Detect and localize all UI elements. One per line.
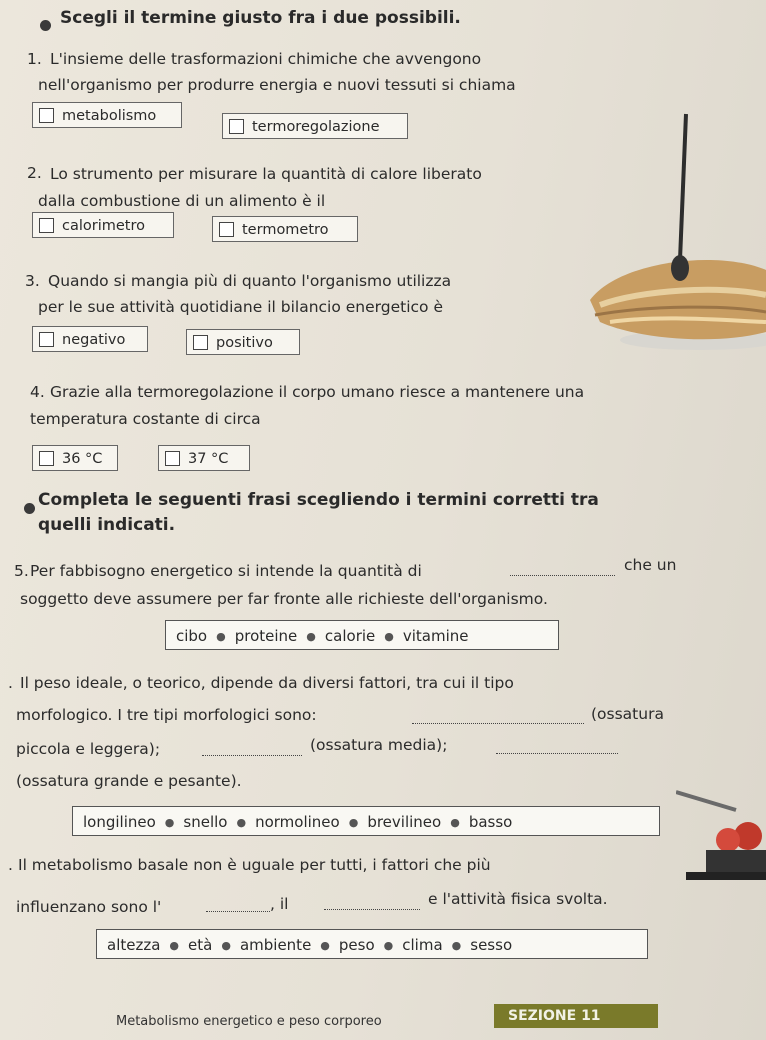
checkbox[interactable] (193, 335, 208, 350)
q3-option-a-label: negativo (62, 332, 126, 348)
q2-number: 2. (27, 164, 42, 182)
q7-number: . (8, 856, 13, 874)
q2-option-b-label: termometro (242, 222, 329, 238)
q4-option-b[interactable] (158, 445, 250, 471)
q3-line1: Quando si mangia più di quanto l'organismo utilizza (48, 272, 452, 290)
q6-blank-2[interactable] (202, 742, 302, 756)
q6-blank-1[interactable] (412, 710, 584, 724)
q1-number: 1. (27, 50, 42, 68)
word-option: clima (402, 936, 443, 954)
q7-word-bank (96, 929, 648, 959)
q5-number: 5. (14, 562, 29, 580)
word-option: peso (338, 936, 375, 954)
exercise-2-title-line2: quelli indicati. (38, 515, 176, 535)
word-option: vitamine (402, 627, 469, 645)
checkbox[interactable] (39, 108, 54, 123)
q3-option-b[interactable] (186, 329, 300, 355)
q4-line1: Grazie alla termoregolazione il corpo umano riesce a mantenere una (50, 383, 585, 401)
q3-line2: per le sue attività quotidiane il bilancio energetico è (38, 298, 443, 316)
q6-line2a: morfologico. I tre tipi morfologici sono: (16, 706, 317, 724)
q6-line3b: (ossatura media); (310, 736, 448, 754)
q4-option-a-label: 36 °C (62, 451, 103, 467)
q2-line1: Lo strumento per misurare la quantità di calore liberato (50, 165, 482, 183)
q6-line3a: piccola e leggera); (16, 740, 161, 758)
q3-option-b-label: positivo (216, 335, 273, 351)
q5-word-bank (165, 620, 559, 650)
q7-line2a: influenzano sono l' (16, 898, 162, 916)
word-option: calorie (324, 627, 376, 645)
separator-dot: ● (384, 630, 394, 643)
exercise-2-title-line1: Completa le seguenti frasi scegliendo i termini corretti tra (38, 490, 599, 510)
q6-line4: (ossatura grande e pesante). (16, 772, 242, 790)
word-option: snello (183, 813, 228, 831)
word-option: basso (468, 813, 513, 831)
word-option: ambiente (239, 936, 312, 954)
q7-line1: Il metabolismo basale non è uguale per tutti, i fattori che più (18, 856, 491, 874)
q1-option-b[interactable] (222, 113, 408, 139)
separator-dot: ● (221, 939, 231, 952)
q1-line2: nell'organismo per produrre energia e nuovi tessuti si chiama (38, 76, 516, 94)
q6-line2b: (ossatura (591, 705, 664, 723)
separator-dot: ● (451, 939, 462, 952)
q2-option-b[interactable] (212, 216, 358, 242)
q1-option-a[interactable] (32, 102, 182, 128)
q4-line2: temperatura costante di circa (30, 410, 261, 428)
separator-dot: ● (169, 939, 180, 952)
separator-dot: ● (236, 816, 247, 829)
q1-option-b-label: termoregolazione (252, 119, 380, 135)
checkbox[interactable] (219, 222, 234, 237)
checkbox[interactable] (39, 451, 54, 466)
word-option: età (188, 936, 213, 954)
word-option: proteine (234, 627, 298, 645)
q6-word-bank (72, 806, 660, 836)
separator-dot: ● (383, 939, 394, 952)
q5-line2: soggetto deve assumere per far fronte alle richieste dell'organismo. (20, 590, 548, 608)
q7-line2b: , il (270, 895, 289, 913)
pie-with-fork-illustration (580, 100, 766, 360)
section-badge: SEZIONE 11 (494, 1004, 658, 1028)
checkbox[interactable] (39, 332, 54, 347)
word-option: cibo (176, 627, 208, 645)
word-option: altezza (107, 936, 161, 954)
q4-number: 4. (30, 383, 45, 401)
bullet (40, 20, 51, 31)
q6-number: . (8, 674, 13, 692)
separator-dot: ● (450, 816, 460, 829)
bullet (24, 503, 35, 514)
q5-line1: Per fabbisogno energetico si intende la quantità di (30, 562, 422, 580)
q5-after-blank: che un (624, 556, 677, 574)
q7-blank-1[interactable] (206, 898, 270, 912)
q5-blank[interactable] (510, 562, 615, 576)
checkbox[interactable] (39, 218, 54, 233)
q6-blank-3[interactable] (496, 740, 618, 754)
word-option: sesso (470, 936, 513, 954)
q7-line2c: e l'attività fisica svolta. (428, 890, 608, 908)
separator-dot: ● (306, 630, 316, 643)
q1-line1: L'insieme delle trasformazioni chimiche che avvengono (50, 50, 482, 68)
q6-line1: Il peso ideale, o teorico, dipende da diversi fattori, tra cui il tipo (20, 674, 514, 692)
q1-option-a-label: metabolismo (62, 108, 157, 124)
q2-option-a[interactable] (32, 212, 174, 238)
q4-option-b-label: 37 °C (188, 451, 229, 467)
separator-dot: ● (216, 630, 226, 643)
q2-option-a-label: calorimetro (62, 218, 145, 234)
q2-line2: dalla combustione di un alimento è il (38, 192, 326, 210)
separator-dot: ● (320, 939, 330, 952)
q4-option-a[interactable] (32, 445, 118, 471)
q3-number: 3. (25, 272, 40, 290)
separator-dot: ● (348, 816, 359, 829)
separator-dot: ● (164, 816, 175, 829)
checkbox[interactable] (229, 119, 244, 134)
exercise-1-title: Scegli il termine giusto fra i due possibili. (60, 8, 461, 28)
chapter-footer: Metabolismo energetico e peso corporeo (116, 1014, 382, 1029)
word-option: normolineo (255, 813, 340, 831)
word-option: longilineo (83, 813, 156, 831)
scale-illustration (676, 780, 766, 890)
q7-blank-2[interactable] (324, 896, 420, 910)
word-option: brevilineo (367, 813, 442, 831)
checkbox[interactable] (165, 451, 180, 466)
q3-option-a[interactable] (32, 326, 148, 352)
